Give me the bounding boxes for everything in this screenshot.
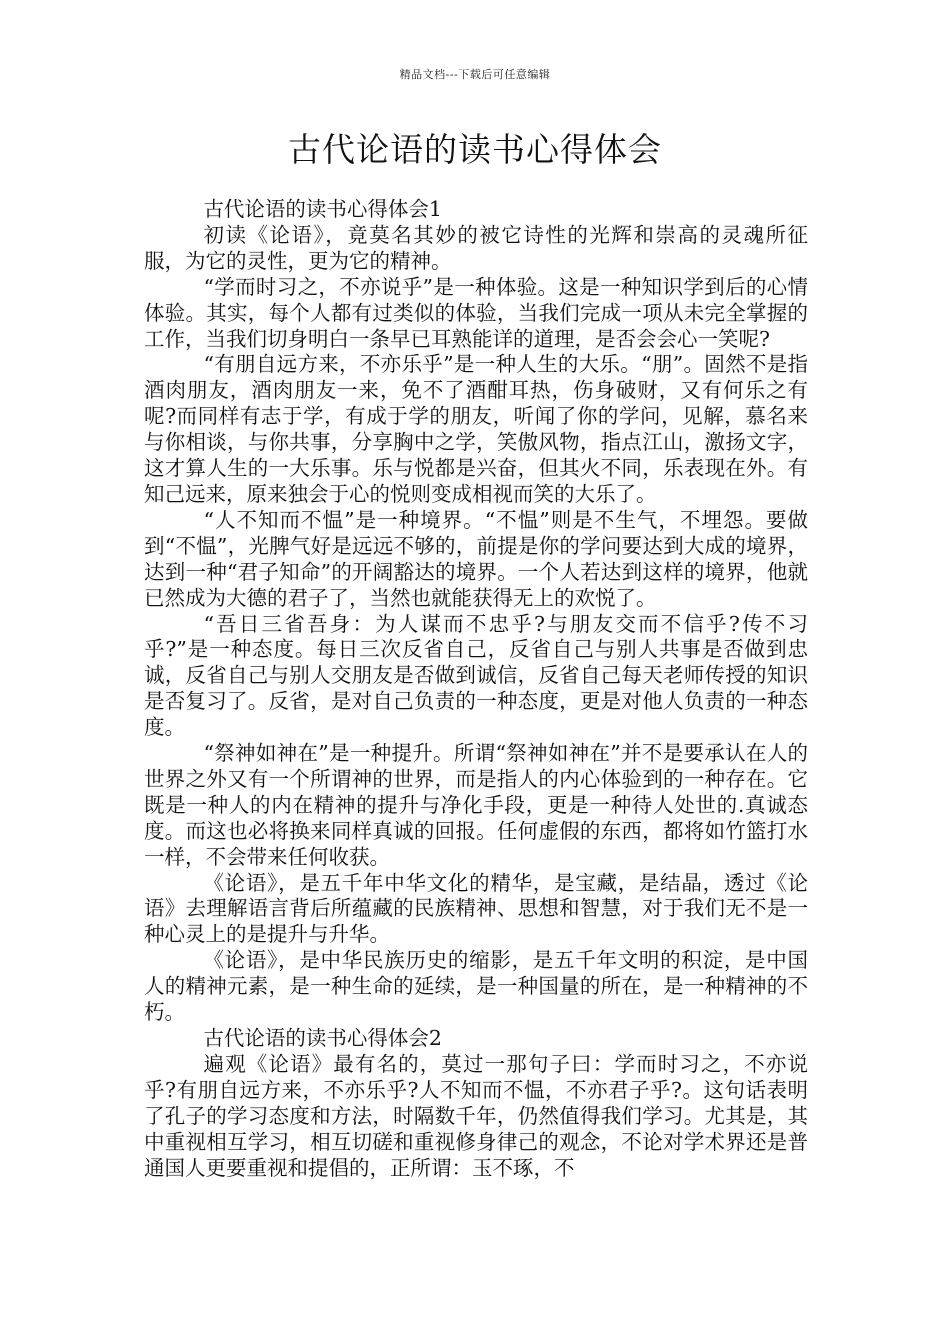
paragraph: 《论语》，是五千年中华文化的精华，是宝藏，是结晶，透过《论语》去理解语言背后所蕴藏的民族精神、思想和智慧，对于我们无不是一种心灵上的是提升与升华。 bbox=[144, 870, 808, 947]
paragraph: “有朋自远方来，不亦乐乎”是一种人生的大乐。“朋”。固然不是指酒肉朋友，酒肉朋友一来，免不了酒酣耳热，伤身破财，又有何乐之有呢?而同样有志于学，有成于学的朋友，听闻了你的学问，见解，慕名来与你相谈，与你共事，分享胸中之学，笑傲风物，指点江山，激扬文字，这才算人生的一大乐事。乐与悦都是兴奋，但其火不同，乐表现在外。有知己远来，原来独会于心的悦则变成相视而笑的大乐了。 bbox=[144, 352, 808, 506]
paragraph: “学而时习之，不亦说乎”是一种体验。这是一种知识学到后的心情体验。其实，每个人都有过类似的体验，当我们完成一项从未完全掌握的工作，当我们切身明白一条早已耳熟能详的道理，是否会会心一笑呢? bbox=[144, 274, 808, 351]
document-body bbox=[144, 197, 808, 1181]
page-header-note: 精品文档---下载后可任意编辑 bbox=[399, 68, 551, 81]
document-title: 古代论语的读书心得体会 bbox=[288, 130, 662, 169]
paragraph: “人不知而不愠”是一种境界。“不愠”则是不生气，不埋怨。要做到“不愠”，光脾气好是远远不够的，前提是你的学问要达到大成的境界，达到一种“君子知命”的开阔豁达的境界。一个人若达到这样的境界，他就已然成为大德的君子了，当然也就能获得无上的欢悦了。 bbox=[144, 507, 808, 610]
paragraph: “吾日三省吾身：为人谋而不忠乎?与朋友交而不信乎?传不习乎?”是一种态度。每日三次反省自己，反省自己与别人共事是否做到忠诚，反省自己与别人交朋友是否做到诚信，反省自己每天老师传授的知识是否复习了。反省，是对自己负责的一种态度，更是对他人负责的一种态度。 bbox=[144, 611, 808, 740]
paragraph: 《论语》，是中华民族历史的缩影，是五千年文明的积淀，是中国人的精神元素，是一种生命的延续，是一种国量的所在，是一种精神的不朽。 bbox=[144, 948, 808, 1025]
section-heading-1: 古代论语的读书心得体会1 bbox=[203, 197, 442, 221]
paragraph: “祭神如神在”是一种提升。所谓“祭神如神在”并不是要承认在人的世界之外又有一个所谓神的世界，而是指人的内心体验到的一种存在。它既是一种人的内在精神的提升与净化手段，更是一种待人处世的.真诚态度。而这也必将换来同样真诚的回报。任何虚假的东西，都将如竹篮打水一样，不会带来任何收获。 bbox=[144, 741, 808, 869]
paragraph: 遍观《论语》最有名的，莫过一那句子曰：学而时习之，不亦说乎?有朋自远方来，不亦乐乎?人不知而不愠，不亦君子乎?。这句话表明了孔子的学习态度和方法，时隔数千年，仍然值得我们学习。尤其是，其中重视相互学习，相互切磋和重视修身律己的观念，不论对学术界还是普通国人更要重视和提倡的，正所谓：玉不琢，不 bbox=[144, 1051, 808, 1180]
paragraph: 初读《论语》，竟莫名其妙的被它诗性的光辉和崇高的灵魂所征服，为它的灵性，更为它的精神。 bbox=[144, 222, 808, 273]
section-heading-2: 古代论语的读书心得体会2 bbox=[203, 1026, 442, 1050]
